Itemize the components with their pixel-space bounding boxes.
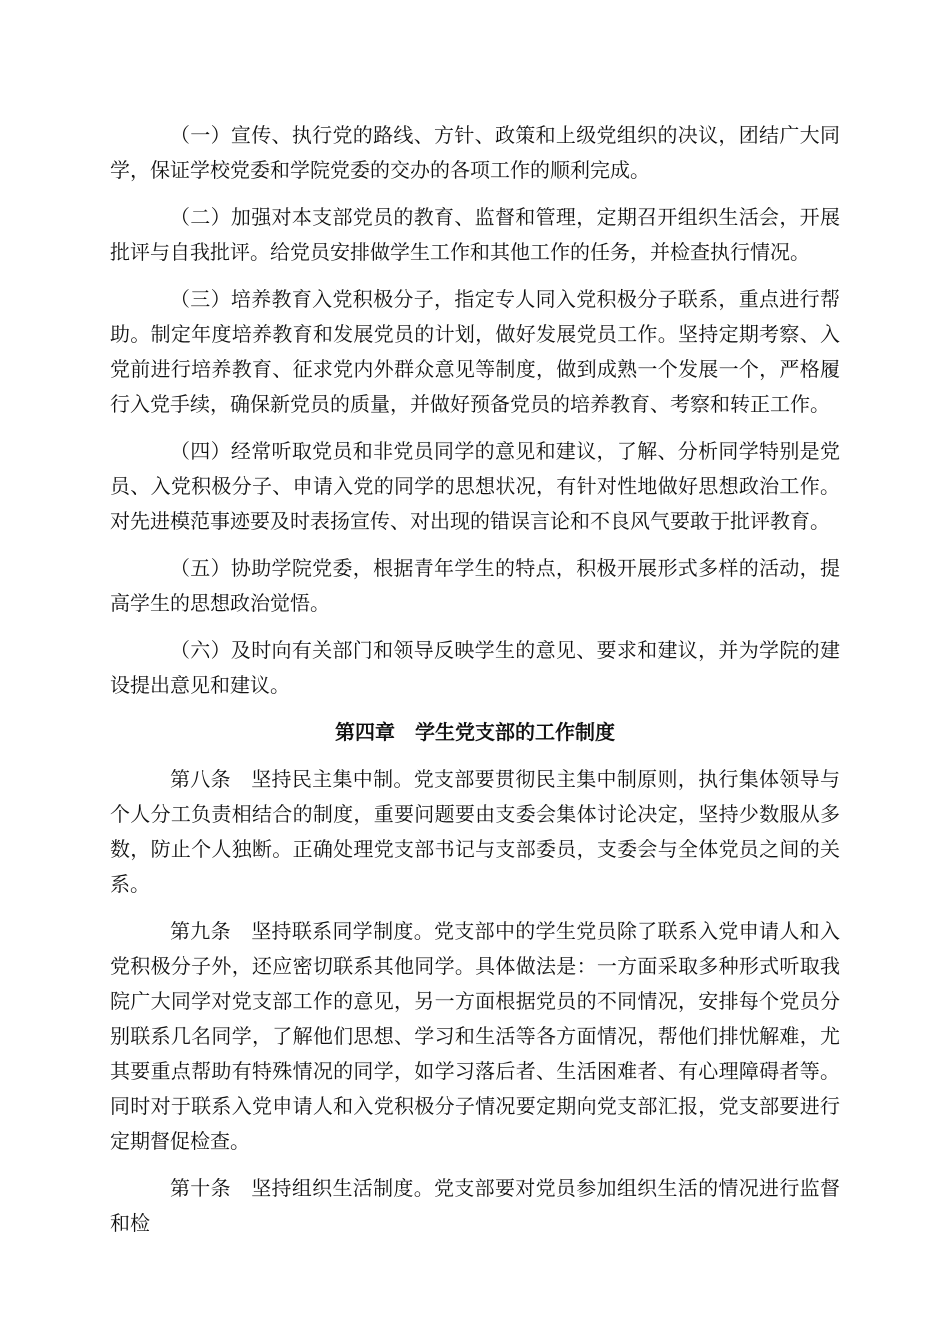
article-9: 第九条 坚持联系同学制度。党支部中的学生党员除了联系入党申请人和入党积极分子外，还应密切联系其他同学。具体做法是：一方面采取多种形式听取我院广大同学对党支部工作的意见，另一方面根据党员的不同情况，安排每个党员分别联系几名同学，了解他们思想、学习和生活等各方面情况，帮他们排忧解难，尤其要重点帮助有特殊情况的同学，如学习落后者、生活困难者、有心理障碍者等。同时对于联系入党申请人和入党积极分子情况要定期向党支部汇报，党支部要进行定期督促检查。 [110, 919, 840, 1153]
duty-item-3: （三）培养教育入党积极分子，指定专人同入党积极分子联系，重点进行帮助。制定年度培养教育和发展党员的计划，做好发展党员工作。坚持定期考察、入党前进行培养教育、征求党内外群众意见等制度，做到成熟一个发展一个，严格履行入党手续，确保新党员的质量，并做好预备党员的培养教育、考察和转正工作。 [110, 287, 840, 416]
duty-item-4: （四）经常听取党员和非党员同学的意见和建议，了解、分析同学特别是党员、入党积极分子、申请入党的同学的思想状况，有针对性地做好思想政治工作。对先进模范事迹要及时表扬宣传、对出现的错误言论和不良风气要敢于批评教育。 [110, 439, 840, 533]
article-10: 第十条 坚持组织生活制度。党支部要对党员参加组织生活的情况进行监督和检 [110, 1176, 840, 1235]
article-8: 第八条 坚持民主集中制。党支部要贯彻民主集中制原则，执行集体领导与个人分工负责相结合的制度，重要问题要由支委会集体讨论决定，坚持少数服从多数，防止个人独断。正确处理党支部书记与支部委员，支委会与全体党员之间的关系。 [110, 767, 840, 896]
duty-item-5: （五）协助学院党委，根据青年学生的特点，积极开展形式多样的活动，提高学生的思想政治觉悟。 [110, 556, 840, 615]
duty-item-6: （六）及时向有关部门和领导反映学生的意见、要求和建议，并为学院的建设提出意见和建议。 [110, 638, 840, 697]
duty-item-1: （一）宣传、执行党的路线、方针、政策和上级党组织的决议，团结广大同学，保证学校党委和学院党委的交办的各项工作的顺利完成。 [110, 123, 840, 182]
duty-item-2: （二）加强对本支部党员的教育、监督和管理，定期召开组织生活会，开展批评与自我批评。给党员安排做学生工作和其他工作的任务，并检查执行情况。 [110, 205, 840, 264]
chapter-heading: 第四章 学生党支部的工作制度 [335, 720, 615, 744]
document-body [110, 118, 840, 1253]
